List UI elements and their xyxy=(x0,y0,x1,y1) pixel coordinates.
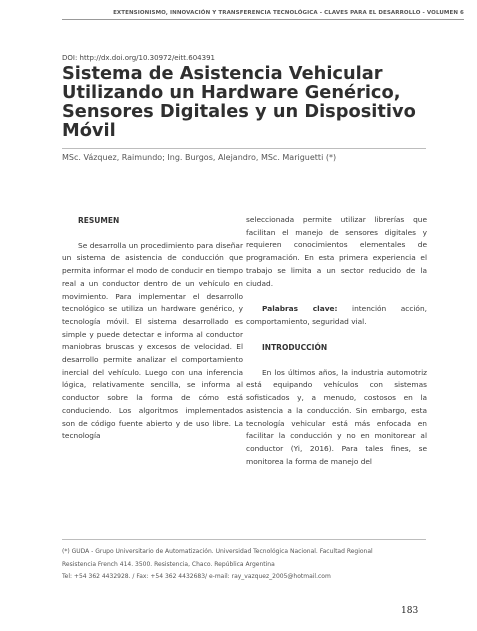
abstract-continuation: seleccionada permite utilizar librerías que facilitan el manejo de sensores digitales y requieren conocimientos elementales de programación. En esta primera experiencia el trabajo se limita a un sector reducido de la ciudad. xyxy=(246,215,427,288)
abstract-heading: RESUMEN xyxy=(78,216,120,225)
introduction-heading: INTRODUCCIÓN xyxy=(262,343,328,352)
keywords xyxy=(246,303,427,328)
keywords-label: Palabras clave: xyxy=(262,303,338,313)
title-divider xyxy=(62,148,426,149)
footnote-affiliation: (*) GUDA - Grupo Universitario de Automatización. Universidad Tecnológica Nacional. Facultad Regional xyxy=(62,548,373,555)
header-divider xyxy=(62,19,464,20)
running-header: EXTENSIONISMO, INNOVACIÓN Y TRANSFERENCIA TECNOLÓGICA - CLAVES PARA EL DESARROLLO - VOLUMEN 6 xyxy=(113,10,464,16)
page-number: 183 xyxy=(401,606,419,616)
footnote-contact: Tel: +54 362 4432928. / Fax: +54 362 4432683/ e-mail: ray_vazquez_2005@hotmail.com xyxy=(62,573,331,580)
paper-title: Sistema de Asistencia Vehicular Utilizando un Hardware Genérico, Sensores Digitales y un Dispositivo Móvil xyxy=(62,63,416,141)
introduction-text: En los últimos años, la industria automotriz está equipando vehículos con sistemas sofisticados y, a menudo, costosos en la asistencia a la conducción. Sin embargo, esta tecnología vehicular está más enfocada en facilitar la conducción y no en monitorear al conductor (Yi, 2016). Para tales fines, se monitorea la forma de manejo del xyxy=(246,367,427,466)
footnote-divider xyxy=(62,539,426,540)
left-column xyxy=(62,214,243,443)
right-column xyxy=(246,214,427,468)
footnote-address: Resistencia French 414. 3500. Resistencia, Chaco. República Argentina xyxy=(62,560,275,568)
author-footnote xyxy=(62,546,432,584)
keywords-text: intención acción, comportamiento, seguridad vial. xyxy=(246,303,427,326)
doi-line: DOI: http://dx.doi.org/10.30972/eitt.604391 xyxy=(62,54,215,62)
abstract-text: Se desarrolla un procedimiento para diseñar un sistema de asistencia de conducción que permita informar el modo de conducir en tiempo real a un conductor dentro de un vehículo en movimiento. Para implementar el desarrollo tecnológico se utiliza un hardware genérico, y tecnología móvil. El sistema desarrollado es simple y puede detectar e informa al conductor maniobras bruscas y excesos de velocidad. El desarrollo permite analizar el comportamiento inercial del vehículo. Luego con una inferencia lógica, relativamente sencilla, se informa al conductor sobre la forma de cómo está conduciendo. Los algoritmos implementados son de código fuente abierto y de uso libre. La tecnología xyxy=(62,240,243,441)
author-line: MSc. Vázquez, Raimundo; Ing. Burgos, Alejandro, MSc. Mariguetti (*) xyxy=(62,153,337,162)
